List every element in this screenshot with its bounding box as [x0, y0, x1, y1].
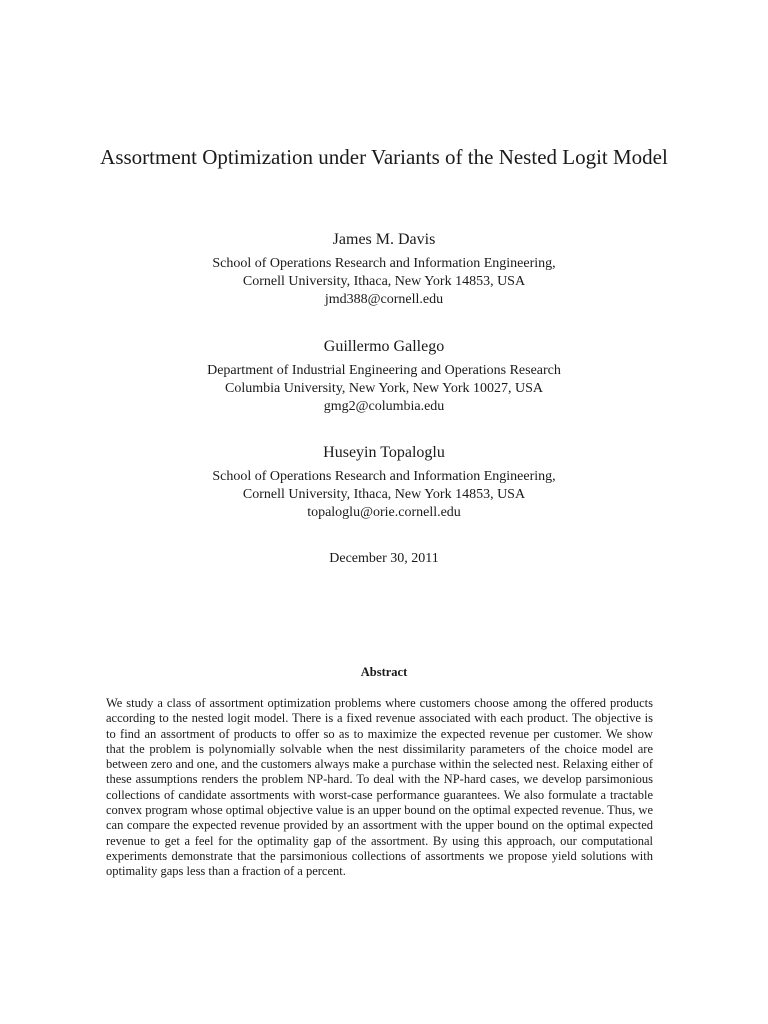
- author-affiliation: Department of Industrial Engineering and Operations Research: [207, 363, 561, 378]
- paper-title: Assortment Optimization under Variants of the Nested Logit Model: [100, 145, 668, 169]
- author-name: Guillermo Gallego: [323, 338, 445, 355]
- author-address: Columbia University, New York, New York 10027, USA: [225, 381, 543, 396]
- author-block-3: [0, 442, 768, 522]
- author-email: jmd388@cornell.edu: [324, 292, 444, 307]
- abstract-heading: Abstract: [360, 665, 408, 679]
- author-affiliation: School of Operations Research and Information Engineering,: [212, 469, 556, 484]
- author-email: topaloglu@orie.cornell.edu: [307, 505, 461, 520]
- paper-date: December 30, 2011: [329, 551, 439, 566]
- author-affiliation: School of Operations Research and Information Engineering,: [212, 256, 556, 271]
- author-address: Cornell University, Ithaca, New York 14853, USA: [242, 487, 526, 502]
- author-address: Cornell University, Ithaca, New York 14853, USA: [242, 274, 526, 289]
- author-name: James M. Davis: [332, 231, 436, 248]
- author-email: gmg2@columbia.edu: [323, 399, 445, 414]
- author-block-1: [0, 229, 768, 309]
- author-name: Huseyin Topaloglu: [323, 444, 445, 461]
- abstract-body: We study a class of assortment optimization problems where customers choose among the offered products according to the nested logit model. There is a fixed revenue associated with each product. The objective is to find an assortment of products to offer so as to maximize the expected revenue per customer. We show that the problem is polynomially solvable when the nest dissimilarity parameters of the choice model are between zero and one, and the customers always make a purchase within the selected nest. Relaxing either of these assumptions renders the problem NP-hard. To deal with the NP-hard cases, we develop parsimonious collections of candidate assortments with worst-case performance guarantees. We also formulate a tractable convex program whose optimal objective value is an upper bound on the optimal expected revenue. Thus, we can compare the expected revenue provided by an assortment with the upper bound on the optimal expected revenue to get a feel for the optimality gap of the assortment. By using this approach, our computational experiments demonstrate that the parsimonious collections of assortments we propose yield solutions with optimality gaps less than a fraction of a percent.: [106, 696, 653, 879]
- author-block-2: [0, 336, 768, 416]
